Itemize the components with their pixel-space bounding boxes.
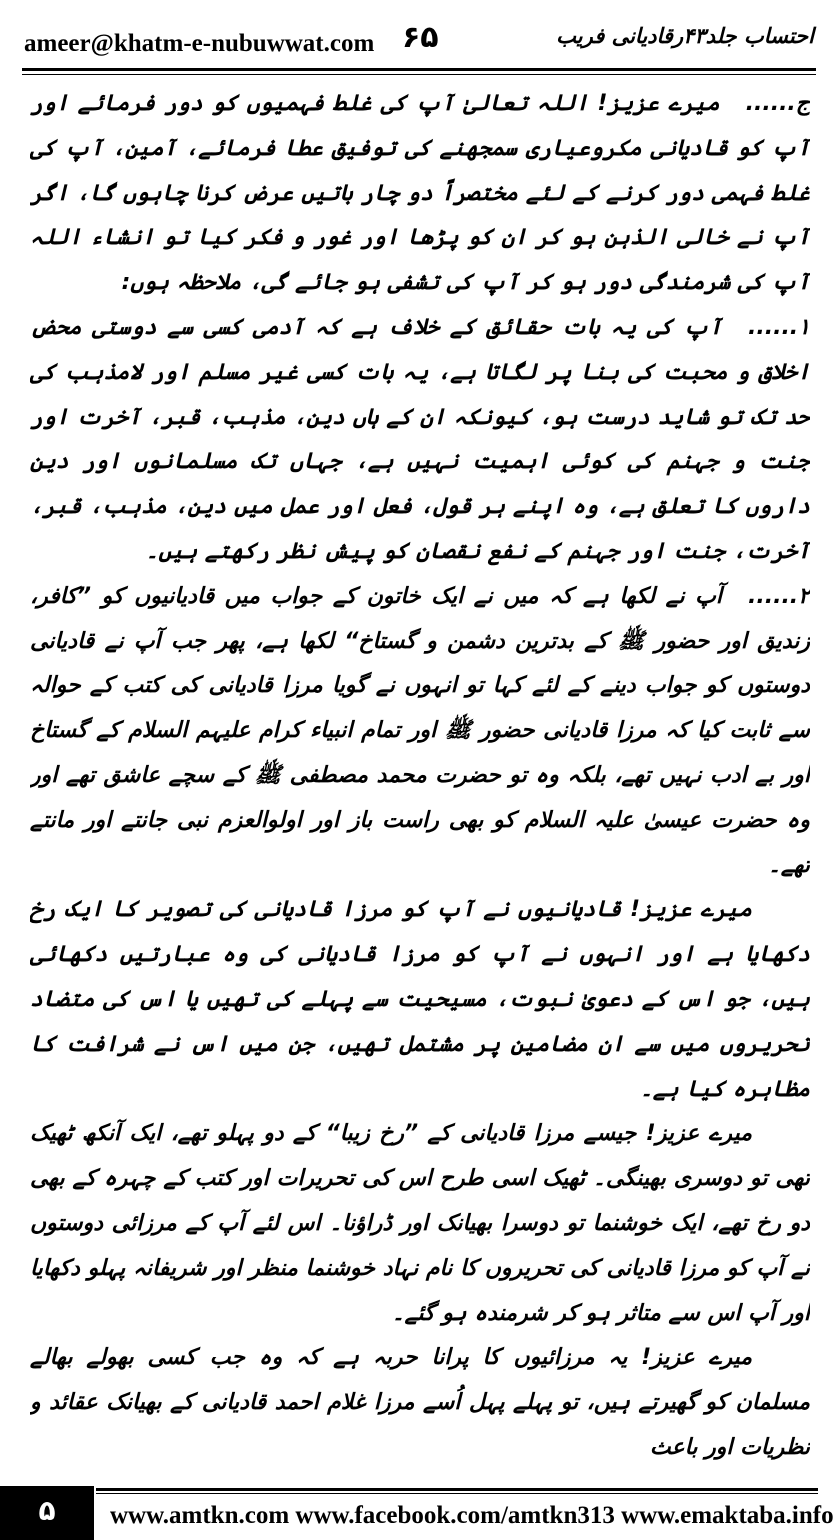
point-2-text: آپ نے لکھا ہے کہ میں نے ایک خاتون کے جواب میں قادیانیوں کو ”کافر، زندیق اور حضور ﷺ کے بدترین دشمن و گستاخ“ لکھا ہے، پھر جب آپ نے قادیانی دوستوں کو جواب دینے کے لئے کہا تو انہوں نے گویا مرزا قادیانی کی کتب کے حوالہ سے ثابت کیا کہ مرزا قادیانی حضور ﷺ اور تمام انبیاء کرام علیہم السلام کے گستاخ اور بے ادب نہیں تھے، بلکہ وہ تو حضرت محمد مصطفی ﷺ کے سچے عاشق تھے اور وہ حضرت عیسیٰ علیہ السلام کو بھی راست باز اور اولوالعزم نبی جانتے اور مانتے تھے۔ xyxy=(30,583,810,878)
paragraph-point-1 xyxy=(30,306,810,575)
point-1-marker: ۱...... xyxy=(748,314,810,340)
page-body xyxy=(30,82,810,1480)
point-1-text: آپ کی یہ بات حقائق کے خلاف ہے کہ آدمی کسی سے دوستی محض اخلاق و محبت کی بنا پر لگاتا ہے، یہ بات کسی غیر مسلم اور لامذہب کی حد تک تو شاید درست ہو، کیونکہ ان کے ہاں دین، مذہب، قبر، آخرت اور جنت و جہنم کی کوئی اہمیت نہیں ہے، جہاں تک مسلمانوں اور دین داروں کا تعلق ہے، وہ اپنے ہر قول، فعل اور عمل میں دین، مذہب، قبر، آخرت، جنت اور جہنم کے نفع نقصان کو پیش نظر رکھتے ہیں۔ xyxy=(30,314,810,564)
point-2-marker: ۲...... xyxy=(748,583,810,609)
footer-divider xyxy=(96,1488,818,1494)
paragraph-6: میرے عزیز! یہ مرزائیوں کا پرانا حربہ ہے کہ وہ جب کسی بھولے بھالے مسلمان کو گھیرتے ہیں، تو پہلے پہل اُسے مرزا غلام احمد قادیانی کے بھیانک عقائد و نظریات اور باعث xyxy=(30,1345,810,1460)
answer-text: میرے عزیز! اللہ تعالیٰ آپ کی غلط فہمیوں کو دور فرمائے اور آپ کو قادیانی مکروعیاری سمجھنے کی توفیق عطا فرمائے، آمین، آپ کی غلط فہمی دور کرنے کے لئے مختصراً دو چار باتیں عرض کرنا چاہوں گا، اگر آپ نے خالی الذہن ہو کر ان کو پڑھا اور غور و فکر کیا تو انشاء اللہ آپ کی شرمندگی دور ہو کر آپ کی تشفی ہو جائے گی، ملاحظہ ہوں: xyxy=(30,91,810,296)
answer-marker: ج...... xyxy=(745,91,810,116)
paragraph-5: میرے عزیز! جیسے مرزا قادیانی کے ”رخ زیبا“ کے دو پہلو تھے، ایک آنکھ ٹھیک تھی تو دوسری بھینگی۔ ٹھیک اسی طرح اس کی تحریرات اور کتب کے چہرہ کے بھی دو رخ تھے، ایک خوشنما تو دوسرا بھیانک اور ڈراؤنا۔ اس لئے آپ کے مرزائی دوستوں نے آپ کو مرزا قادیانی کی تحریروں کا نام نہاد خوشنما منظر اور شریفانہ پہلو دکھایا اور آپ اس سے متاثر ہو کر شرمندہ ہو گئے۔ xyxy=(30,1121,810,1326)
paragraph-point-2 xyxy=(30,575,810,889)
page-footer xyxy=(0,1486,840,1540)
paragraph-answer xyxy=(30,82,810,306)
page-header xyxy=(24,8,814,64)
page-number: ۶۵ xyxy=(402,20,439,55)
book-title: احتساب جلد۴۳رقادیانی فریب xyxy=(556,24,814,48)
header-email: ameer@khatm-e-nubuwwat.com xyxy=(24,30,375,57)
book-number: ۵ xyxy=(38,1494,56,1527)
paragraph-4: میرے عزیز! قادیانیوں نے آپ کو مرزا قادیانی کی تصویر کا ایک رخ دکھایا ہے اور انہوں نے آپ کو مرزا قادیانی کی وہ عبارتیں دکھائی ہیں، جو اس کے دعویٰ نبوت، مسیحیت سے پہلے کی تھیں یا اس کی متضاد تحریروں میں سے ان مضامین پر مشتمل تھیں، جن میں اس نے شرافت کا مظاہرہ کیا ہے۔ xyxy=(30,897,810,1102)
header-divider xyxy=(22,68,816,75)
footer-links: www.amtkn.com www.facebook.com/amtkn313 www.emaktaba.info xyxy=(110,1502,834,1529)
book-number-box xyxy=(0,1486,94,1540)
